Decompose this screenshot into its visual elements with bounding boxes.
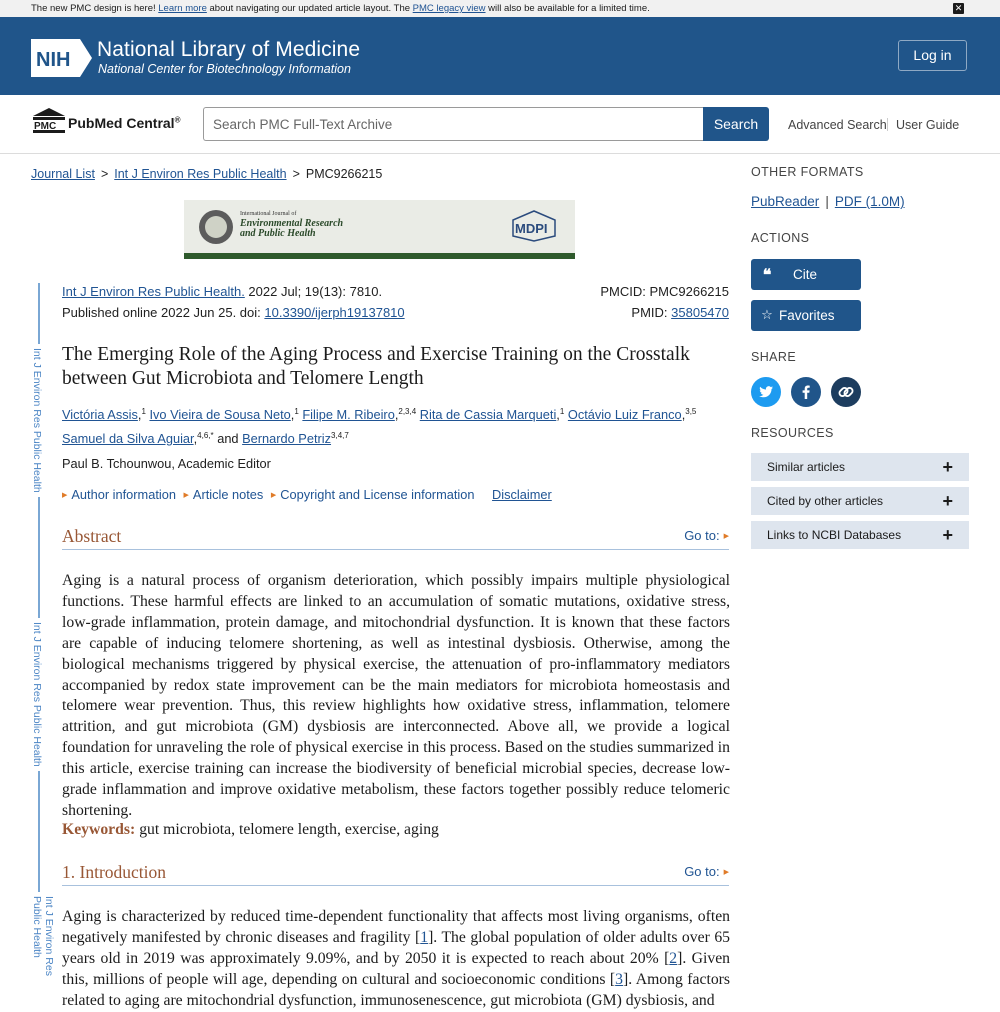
expand-triangle-icon: ▶	[270, 492, 277, 499]
author-affiliation[interactable]: 3,5	[685, 407, 697, 416]
close-banner-icon[interactable]: ✕	[954, 3, 963, 13]
pmcid: PMCID: PMC9266215	[600, 284, 729, 299]
search-bar-row	[0, 95, 1000, 154]
notice-banner	[0, 0, 1000, 17]
author-affiliation[interactable]: 4,6,*	[197, 431, 214, 440]
journal-rail-label[interactable]: Int J Environ Res Public Health	[31, 344, 43, 497]
nih-logo[interactable]	[31, 39, 92, 77]
pmc-logo-name	[68, 115, 180, 131]
journal-emblem-inner	[205, 216, 227, 238]
author-separator: and	[213, 431, 243, 446]
intro-text-part: Aging is characterized by reduced time-dependent functionality that affects most living organisms, often negatively manifested by chronic diseases and fragility [	[62, 908, 730, 946]
pdf-link[interactable]: PDF (1.0M)	[834, 194, 905, 209]
author-affiliation[interactable]: 2,3,4	[398, 407, 417, 416]
article-notes-toggle[interactable]: Article notes	[192, 487, 264, 502]
abstract-heading-row	[62, 526, 729, 550]
resource-item-label: Similar articles	[767, 460, 846, 474]
quote-icon: ❝	[762, 265, 772, 284]
pmc-logo-abbrev: PMC	[34, 121, 57, 132]
keywords	[62, 821, 439, 839]
author-link[interactable]: Rita de Cassia Marqueti	[419, 407, 557, 422]
author-affiliation[interactable]: 1	[141, 407, 146, 416]
author-link[interactable]: Octávio Luiz Franco	[567, 407, 682, 422]
pmid-line	[631, 305, 729, 320]
breadcrumb-journal[interactable]: Int J Environ Res Public Health	[114, 167, 287, 181]
other-formats-heading: OTHER FORMATS	[751, 165, 864, 179]
author-link[interactable]: Ivo Vieira de Sousa Neto	[149, 407, 291, 422]
site-header	[0, 17, 1000, 95]
journal-banner-line1: International Journal of	[240, 211, 297, 217]
resource-item-label: Links to NCBI Databases	[767, 528, 902, 542]
advanced-search-link[interactable]: Advanced Search	[788, 118, 887, 132]
breadcrumb	[31, 167, 382, 181]
introduction-heading-row	[62, 862, 729, 886]
journal-rail-label[interactable]: Int J Environ Res Public Health	[31, 618, 43, 771]
facebook-share-icon[interactable]	[791, 377, 821, 407]
reference-link[interactable]: 3	[615, 970, 623, 988]
ncbi-links-accordion[interactable]	[751, 521, 969, 549]
mdpi-logo-text: MDPI	[515, 221, 548, 236]
author-affiliation[interactable]: 1	[559, 407, 565, 416]
doi-link[interactable]: 10.3390/ijerph19137810	[264, 305, 405, 320]
journal-banner-image[interactable]	[184, 200, 575, 259]
nih-logo-text: NIH	[36, 49, 71, 71]
share-heading: SHARE	[751, 350, 797, 364]
pmc-logo-icon	[31, 106, 67, 134]
breadcrumb-separator: >	[292, 167, 300, 181]
expand-triangle-icon: ▶	[62, 492, 68, 499]
similar-articles-accordion[interactable]	[751, 453, 969, 481]
cited-by-accordion[interactable]	[751, 487, 969, 515]
login-button[interactable]: Log in	[898, 40, 967, 71]
learn-more-link[interactable]: Learn more	[158, 3, 207, 14]
expand-plus-icon: +	[942, 525, 953, 545]
resource-item-label: Cited by other articles	[767, 494, 884, 508]
legacy-view-link[interactable]: PMC legacy view	[412, 3, 486, 14]
abstract-text: Aging is a natural process of organism deterioration, which possibly impairs multiple physiological functions. These harmful effects are linked to an accumulation of somatic mutations, oxidative stress, low-grade inflammation, protein damage, and mitochondrial dysfunction. It is known that these factors are capable of inducing telomere shortening, as well as intestinal dysbiosis. Otherwise, among the biological mechanisms triggered by physical exercise, the attenuation of pro-inflammatory mediators accompanied by redox state improvement can be the main mediators for microbiota homeostasis and telomere wear prevention. Thus, this review highlights how oxidative stress, inflammation, telomere attrition, and gut microbiota (GM) dysbiosis are interconnected. Above all, we provide a logical foundation for unraveling the role of physical exercise in this process. Based on the studies summarized in this article, exercise training can increase the biodiversity of beneficial microbial species, decrease low-grade inflammation and improve oxidative metabolism, these factors together possibly reduce telomeric shortening.	[62, 572, 730, 819]
reference-link[interactable]: 1	[420, 928, 429, 946]
keywords-label: Keywords:	[62, 821, 136, 838]
copy-link-share-icon[interactable]	[831, 377, 861, 407]
journal-rail-label[interactable]: Int J Environ Res Public Health	[31, 892, 55, 1000]
expand-plus-icon: +	[942, 491, 953, 511]
journal-banner-line3: and Public Health	[240, 228, 316, 239]
author-link[interactable]: Filipe M. Ribeiro	[302, 407, 395, 422]
author-link[interactable]: Victória Assis	[62, 407, 138, 422]
intro-text-part: ]. Given this, millions of people will age, depending on cultural and socioeconomic conditions [	[62, 949, 731, 988]
disclaimer-link[interactable]: Disclaimer	[492, 487, 552, 502]
author-link[interactable]: Bernardo Petriz	[242, 431, 332, 446]
site-subtitle: National Center for Biotechnology Information	[98, 62, 351, 76]
introduction-heading: 1. Introduction	[62, 862, 167, 882]
search-input[interactable]	[203, 107, 703, 141]
citation-issue: 2022 Jul; 19(13): 7810.	[244, 284, 383, 299]
breadcrumb-current: PMC9266215	[305, 167, 383, 181]
banner-suffix: will also be available for a limited time.	[485, 3, 650, 14]
keywords-list: gut microbiota, telomere length, exercise, aging	[139, 821, 439, 838]
article-title: The Emerging Role of the Aging Process and Exercise Training on the Crosstalk between Gut Microbiota and Telomere Length	[62, 344, 690, 389]
author-affiliation[interactable]: 3,4,7	[331, 431, 349, 440]
journal-citation-link[interactable]: Int J Environ Res Public Health.	[62, 284, 245, 299]
mdpi-logo	[506, 210, 562, 242]
star-icon: ☆	[761, 308, 773, 323]
site-title[interactable]: National Library of Medicine	[97, 38, 361, 61]
author-link[interactable]: Samuel da Silva Aguiar	[62, 431, 194, 446]
favorites-button-label: Favorites	[779, 308, 835, 323]
pmid-label: PMID:	[631, 305, 672, 320]
pmc-name-text: PubMed Central	[68, 115, 175, 131]
expand-plus-icon: +	[942, 457, 953, 477]
registered-mark: ®	[174, 115, 181, 125]
favorites-button[interactable]	[751, 300, 861, 331]
goto-menu[interactable]	[684, 864, 729, 879]
published-prefix: Published online 2022 Jun 25. doi:	[62, 305, 265, 320]
twitter-share-icon[interactable]	[751, 377, 781, 407]
author-list: Victória Assis,$^1$ Ivo Vieira de Sousa Neto,$^1$ Filipe M. Ribeiro,$^{2,3,4}$ Rita de Cassia Marqueti,$^1$ Octávio Luiz Franco,$^{3,5}$ Samuel da Silva Aguiar,$^{4,6,*}$ and Bernardo Petriz$^{3,4,7}$	[62, 407, 697, 446]
cite-button[interactable]	[751, 259, 861, 290]
header-link-divider	[887, 118, 888, 131]
cite-button-label: Cite	[793, 267, 818, 282]
actions-heading: ACTIONS	[751, 231, 810, 245]
pmc-logo[interactable]	[31, 106, 181, 134]
banner-prefix: The new PMC design is here!	[31, 3, 159, 14]
format-links	[751, 194, 905, 209]
academic-editor: Paul B. Tchounwou, Academic Editor	[62, 456, 271, 471]
abstract-heading: Abstract	[62, 526, 122, 546]
search-button[interactable]: Search	[703, 107, 769, 141]
intro-text-part: ]. The global population of older adults over 65 years old in 2019 was approximately 9.09%, and by 2050 it is expected to reach about 20% [	[62, 928, 731, 967]
published-line	[62, 305, 405, 320]
resources-heading: RESOURCES	[751, 426, 834, 440]
format-divider: |	[825, 194, 829, 209]
journal-banner-name	[240, 219, 343, 239]
pmid-link[interactable]: 35805470	[671, 305, 729, 320]
copyright-toggle[interactable]: Copyright and License information	[280, 487, 475, 502]
breadcrumb-separator: >	[100, 167, 109, 181]
expand-triangle-icon: ▶	[183, 492, 189, 499]
user-guide-link[interactable]: User Guide	[896, 118, 960, 132]
author-affiliation[interactable]: 1	[294, 407, 299, 416]
goto-label[interactable]: Go to:	[684, 528, 720, 543]
banner-middle: about navigating our updated article layout. The	[206, 3, 413, 14]
citation-line	[62, 284, 382, 299]
pubreader-link[interactable]: PubReader	[751, 194, 820, 209]
goto-label[interactable]: Go to:	[684, 864, 720, 879]
author-information-toggle[interactable]: Author information	[71, 487, 176, 502]
goto-triangle-icon: ▶	[723, 869, 729, 876]
breadcrumb-journal-list[interactable]: Journal List	[31, 167, 95, 181]
journal-banner-line2: Environmental Research	[240, 218, 344, 229]
reference-link[interactable]: 2	[669, 949, 678, 967]
article-info-links	[62, 487, 552, 502]
goto-triangle-icon: ▶	[723, 533, 729, 540]
introduction-text	[62, 907, 730, 1012]
goto-menu[interactable]	[684, 528, 729, 543]
intro-text-part: ]. Among factors related to aging are mitochondrial dysfunction, immunosenescence, gut microbiota (GM) dysbiosis, and	[62, 970, 730, 1009]
